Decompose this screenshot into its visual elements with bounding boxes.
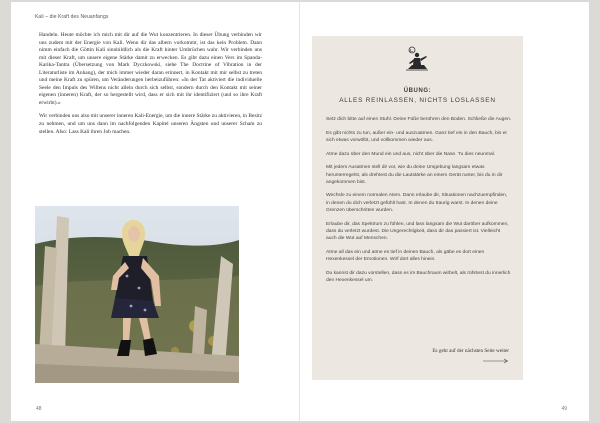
instruction-paragraph: Atme all das ein und atme es tief in deinen Bauch, als gäbe es dort einen Hexenkessel der Emotionen. Wirf dort alles hinein. [326,249,485,262]
instruction-paragraph: Wechsle zu einem normalen Atem. Dann erlaube dir, Situationen nachzuempfinden, in denen du dich verletzt gefühlt hast. In denen du traurig warst. In denen deine Grenzen überschritten wurden. [326,193,508,213]
arrow-right-icon [483,358,509,364]
kali-figure-icon [402,46,432,76]
left-paragraph-1: Handeln. Heute möchte ich mich mit dir auf die Wut konzentrieren. In dieser Übung verbinden wir uns zudem mit der Energie von Kali. Wenn dir das albern vorkommt, ist das kein Problem. Dann nimm einfach die Göttin Kali sinnbildlich als die Kraft hinter Umbrüchen wahr. Wir verbinden uns mit dieser Kraft, um unsere eigene Stärke damit zu erwecken. Es gibt dazu einen Vers im Spanda-Karika-Tantra (Übersetzung von Mark Dyczkowski, siehe The Doctrine of Vibration in der Literaturliste im Anhang), der mich immer wieder daran erinnert, in Kontakt mit mir selbst zu treten und meine Kraft zu spüren, um Veränderungen herbeizuführen: »In der Tat aktiviert die individuelle Seele den Impuls des Willens nicht allein durch sich selbst, sondern durch den Kontakt mit seiner eigenen (inneren) Kraft, der so hergestellt wird, dass er sich mit ihr identifiziert (und so ihre Kraft erwirbt).« [39,32,262,106]
page-number-left: 48 [36,406,42,412]
exercise-title: ALLES REINLASSEN, NICHTS LOSLASSEN [339,97,496,104]
instruction-paragraph: Du kannst dir dazu vorstellen, dass es im Bauchraum wirbelt, als rührtest du innerlich den Hexenkessel um. [326,270,511,283]
continued-note: Es geht auf der nächsten Seite weiter [432,348,509,354]
instruction-paragraph: Setz dich bitte auf einen Stuhl. Deine Füße berühren den Boden. Schließe die Augen. [326,117,512,122]
instruction-paragraph: Erlaube dir, das Spektrum zu fühlen, und lass langsam die Wut daröber aufkommen, dass du verletzt wurdest. Die Ungerechtigkeit, dass dir das passiert ist. Vielleicht auch die Wut auf Menschen. [326,221,509,241]
running-header: Kali – die Kraft des Neuanfangs [35,14,109,20]
instruction-paragraph: Es gibt nichts zu tun, außer ein- und auszuatmen. Ganz tief ein in den Bauch, bis er sich etwas vorwölbt, und vollkommen wieder aus. [326,130,508,143]
exercise-label: ÜBUNG: [403,88,432,94]
page-number-right: 49 [561,406,567,412]
left-body-text [39,32,262,142]
left-page [11,2,300,421]
instruction-paragraph: Atme dazu über den Mund ein und aus, nicht über die Nase. Tu dies neunmal. [326,151,496,157]
instruction-paragraph: Mit jedem Ausatmen stell dir vor, wie du deine Umgebung langsam etwas herunterregelst, als drehtest du die Lautstärke an einem Gerät runter, bis du in dir angekommen bist. [326,165,503,185]
exercise-instructions [326,116,512,290]
right-page [300,2,589,421]
photo-woman-on-driftwood [35,206,239,383]
book-spread [11,2,589,421]
exercise-box [312,36,523,380]
left-paragraph-2: Wir verbinden uns also mit unserer inneren Kali-Energie, um die innere Stärke zu aktivieren, in Besitz zu nehmen, und um uns dann im nachfolgenden Kapitel unseren Ängsten und unserer Scham zu stellen. Also: Lass Kali ihren Job machen. [39,113,262,135]
